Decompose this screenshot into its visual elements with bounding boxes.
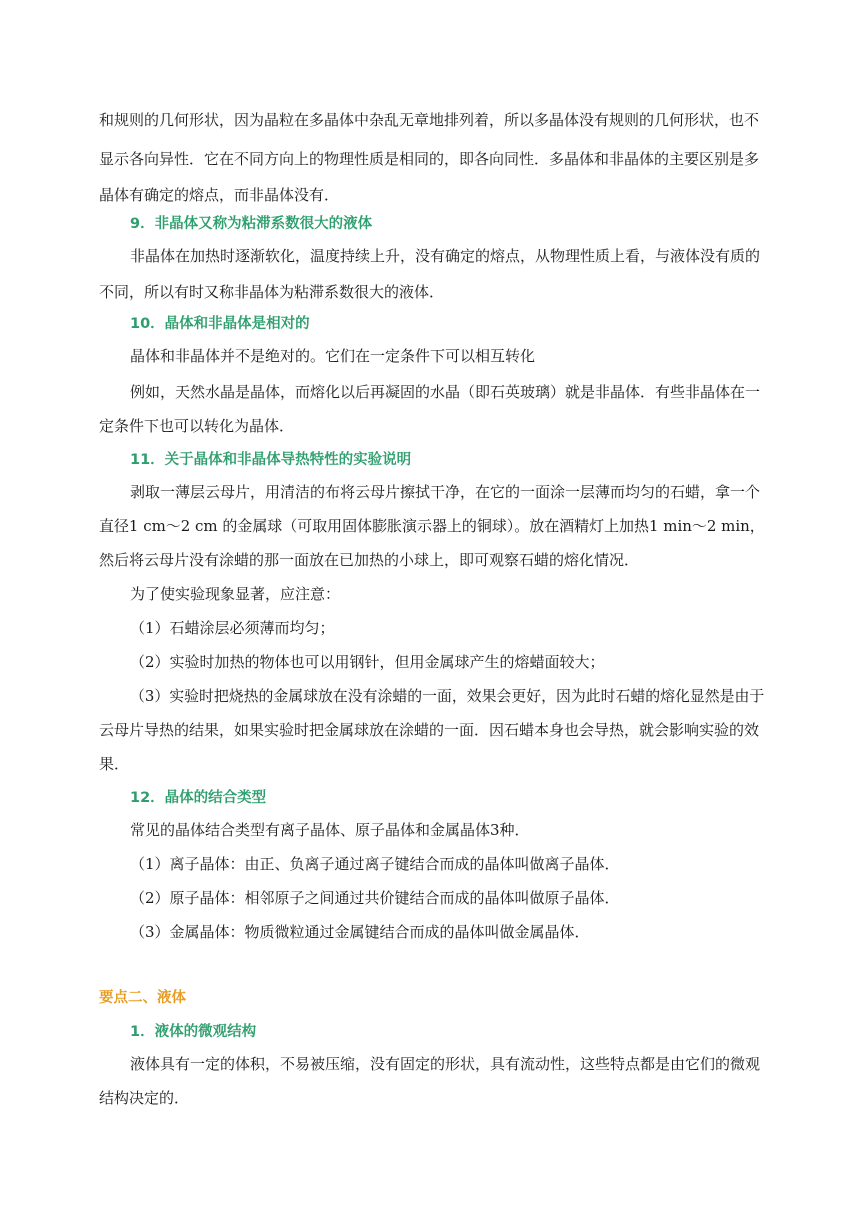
- paragraph-line: 剥取一薄层云母片，用清洁的布将云母片擦拭干净，在它的一面涂一层薄而均匀的石蜡，拿一个: [130, 483, 761, 501]
- paragraph-line: 然后将云母片没有涂蜡的那一面放在已加热的小球上，即可观察石蜡的熔化情况．: [99, 551, 640, 569]
- paragraph-line: 为了使实验现象显著，应注意：: [130, 585, 341, 603]
- paragraph-line: 晶体和非晶体并不是绝对的。它们在一定条件下可以相互转化: [130, 347, 536, 365]
- subheading-9: 9．非晶体又称为粘滞系数很大的液体: [130, 216, 373, 232]
- paragraph-line: 晶体有确定的熔点，而非晶体没有．: [99, 186, 340, 204]
- list-item: （3）实验时把烧热的金属球放在没有涂蜡的一面，效果会更好，因为此时石蜡的熔化显然是由于: [130, 687, 765, 705]
- paragraph-line: 显示各向异性．它在不同方向上的物理性质是相同的，即各向同性．多晶体和非晶体的主要区别是多: [99, 150, 760, 168]
- subheading-11: 11．关于晶体和非晶体导热特性的实验说明: [130, 452, 412, 468]
- paragraph-line: 例如，天然水晶是晶体，而熔化以后再凝固的水晶（即石英玻璃）就是非晶体．有些非晶体在一: [130, 383, 761, 401]
- paragraph-line: 云母片导热的结果，如果实验时把金属球放在涂蜡的一面．因石蜡本身也会导热，就会影响实验的效: [99, 721, 760, 739]
- paragraph-line: 液体具有一定的体积，不易被压缩，没有固定的形状，具有流动性，这些特点都是由它们的微观: [130, 1055, 761, 1073]
- paragraph-line: 常见的晶体结合类型有离子晶体、原子晶体和金属晶体3种．: [130, 821, 530, 839]
- list-item: （3）金属晶体：物质微粒通过金属键结合而成的晶体叫做金属晶体．: [130, 923, 590, 941]
- list-item: （1）离子晶体：由正、负离子通过离子键结合而成的晶体叫做离子晶体．: [130, 855, 620, 873]
- paragraph-line: 结构决定的．: [99, 1089, 190, 1107]
- subheading-1: 1．液体的微观结构: [130, 1024, 257, 1040]
- paragraph-line: 直径1 cm～2 cm 的金属球（可取用固体膨胀演示器上的铜球）。放在酒精灯上加热1 min～2 min，: [99, 517, 765, 535]
- paragraph-line: 定条件下也可以转化为晶体．: [99, 417, 295, 435]
- paragraph-line: 不同，所以有时又称非晶体为粘滞系数很大的液体．: [99, 283, 445, 301]
- paragraph-line: 非晶体在加热时逐渐软化，温度持续上升，没有确定的熔点，从物理性质上看，与液体没有质的: [130, 247, 761, 265]
- paragraph-line: 果．: [99, 755, 130, 773]
- subheading-10: 10．晶体和非晶体是相对的: [130, 316, 310, 332]
- paragraph-line: 和规则的几何形状，因为晶粒在多晶体中杂乱无章地排列着，所以多晶体没有规则的几何形状，也不: [99, 111, 760, 129]
- list-item: （2）实验时加热的物体也可以用钢针，但用金属球产生的熔蜡面较大；: [130, 653, 605, 671]
- list-item: （1）石蜡涂层必须薄而均匀；: [130, 619, 335, 637]
- subheading-12: 12．晶体的结合类型: [130, 790, 267, 806]
- list-item: （2）原子晶体：相邻原子之间通过共价键结合而成的晶体叫做原子晶体．: [130, 889, 620, 907]
- section-heading: 要点二、液体: [99, 990, 186, 1006]
